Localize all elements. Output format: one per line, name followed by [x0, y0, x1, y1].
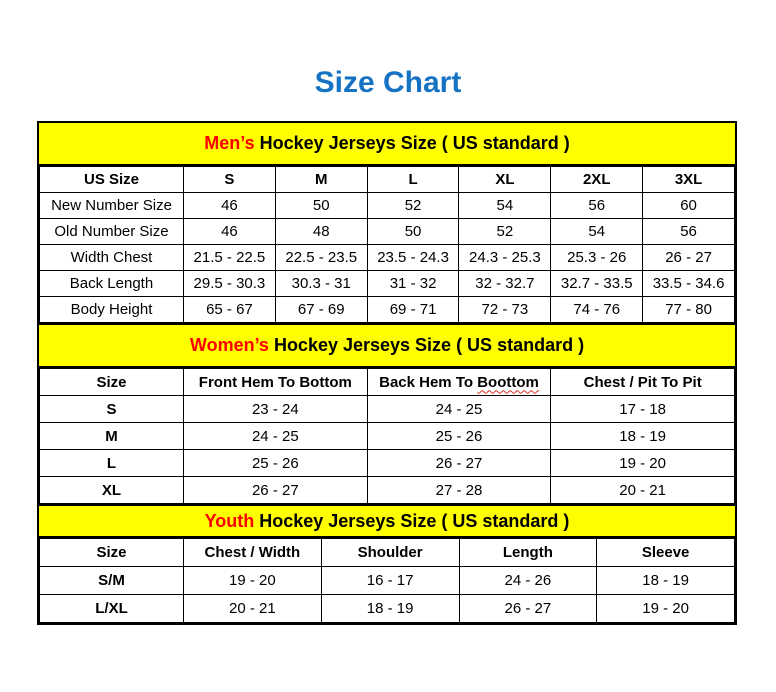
section-title-youth: Hockey Jerseys Size ( US standard ) [254, 511, 570, 531]
value-cell: 46 [184, 193, 276, 219]
value-cell: 46 [184, 219, 276, 245]
column-header: 3XL [643, 167, 735, 193]
column-header: M [275, 167, 367, 193]
value-cell: 24.3 - 25.3 [459, 245, 551, 271]
value-cell: 29.5 - 30.3 [184, 271, 276, 297]
section-header-mens [39, 123, 735, 166]
table-row [40, 297, 735, 323]
column-header: Sleeve [597, 539, 735, 567]
column-header: XL [459, 167, 551, 193]
value-cell: 30.3 - 31 [275, 271, 367, 297]
womens-header-row [40, 369, 735, 396]
misspelled-word: Boottom [477, 373, 539, 391]
column-header: Shoulder [321, 539, 459, 567]
table-row [40, 193, 735, 219]
value-cell: 20 - 21 [551, 477, 735, 504]
row-label: Old Number Size [40, 219, 184, 245]
column-header: Size [40, 539, 184, 567]
table-row [40, 219, 735, 245]
value-cell: 48 [275, 219, 367, 245]
value-cell: 26 - 27 [459, 595, 597, 623]
value-cell: 32.7 - 33.5 [551, 271, 643, 297]
value-cell: 67 - 69 [275, 297, 367, 323]
womens-size-table [39, 368, 735, 504]
row-label: L/XL [40, 595, 184, 623]
value-cell: 19 - 20 [597, 595, 735, 623]
section-header-youth [39, 504, 735, 538]
value-cell: 27 - 28 [367, 477, 551, 504]
value-cell: 52 [459, 219, 551, 245]
table-row [40, 271, 735, 297]
value-cell: 18 - 19 [321, 595, 459, 623]
value-cell: 16 - 17 [321, 567, 459, 595]
section-highlight-womens: Women’s [189, 335, 269, 355]
value-cell: 23.5 - 24.3 [367, 245, 459, 271]
column-header: Chest / Width [184, 539, 322, 567]
value-cell: 25 - 26 [184, 450, 368, 477]
row-label: L [40, 450, 184, 477]
value-cell: 50 [275, 193, 367, 219]
column-header: S [184, 167, 276, 193]
youth-size-table [39, 538, 735, 623]
column-header: Length [459, 539, 597, 567]
value-cell: 18 - 19 [551, 423, 735, 450]
value-cell: 19 - 20 [551, 450, 735, 477]
table-row [40, 567, 735, 595]
value-cell: 26 - 27 [184, 477, 368, 504]
page-title: Size Chart [314, 66, 462, 99]
table-row [40, 396, 735, 423]
value-cell: 72 - 73 [459, 297, 551, 323]
value-cell: 23 - 24 [184, 396, 368, 423]
column-header: US Size [40, 167, 184, 193]
row-label: Body Height [40, 297, 184, 323]
row-label: New Number Size [40, 193, 184, 219]
section-highlight-youth: Youth [204, 511, 255, 531]
column-header: L [367, 167, 459, 193]
value-cell: 17 - 18 [551, 396, 735, 423]
value-cell: 20 - 21 [184, 595, 322, 623]
value-cell: 52 [367, 193, 459, 219]
row-label: Width Chest [40, 245, 184, 271]
table-row [40, 477, 735, 504]
table-row [40, 595, 735, 623]
value-cell: 33.5 - 34.6 [643, 271, 735, 297]
value-cell: 24 - 26 [459, 567, 597, 595]
row-label: Back Length [40, 271, 184, 297]
table-row [40, 245, 735, 271]
table-row [40, 423, 735, 450]
value-cell: 26 - 27 [643, 245, 735, 271]
value-cell: 22.5 - 23.5 [275, 245, 367, 271]
column-header [367, 369, 551, 396]
youth-header-row [40, 539, 735, 567]
column-header: Size [40, 369, 184, 396]
value-cell: 25 - 26 [367, 423, 551, 450]
value-cell: 25.3 - 26 [551, 245, 643, 271]
section-title-womens: Hockey Jerseys Size ( US standard ) [268, 335, 585, 355]
value-cell: 18 - 19 [597, 567, 735, 595]
row-label: XL [40, 477, 184, 504]
section-title-mens: Hockey Jerseys Size ( US standard ) [254, 133, 570, 153]
value-cell: 24 - 25 [184, 423, 368, 450]
mens-size-table [39, 166, 735, 323]
value-cell: 24 - 25 [367, 396, 551, 423]
value-cell: 56 [643, 219, 735, 245]
value-cell: 21.5 - 22.5 [184, 245, 276, 271]
size-chart [37, 121, 737, 625]
column-header: 2XL [551, 167, 643, 193]
section-header-womens [39, 323, 735, 368]
table-row [40, 450, 735, 477]
value-cell: 56 [551, 193, 643, 219]
row-label: S/M [40, 567, 184, 595]
value-cell: 31 - 32 [367, 271, 459, 297]
section-highlight-mens: Men’s [204, 133, 255, 153]
value-cell: 69 - 71 [367, 297, 459, 323]
value-cell: 32 - 32.7 [459, 271, 551, 297]
column-header-text: Back Hem To [379, 373, 478, 391]
row-label: M [40, 423, 184, 450]
column-header: Chest / Pit To Pit [551, 369, 735, 396]
mens-header-row [40, 167, 735, 193]
value-cell: 74 - 76 [551, 297, 643, 323]
value-cell: 19 - 20 [184, 567, 322, 595]
value-cell: 77 - 80 [643, 297, 735, 323]
value-cell: 65 - 67 [184, 297, 276, 323]
row-label: S [40, 396, 184, 423]
value-cell: 54 [459, 193, 551, 219]
value-cell: 26 - 27 [367, 450, 551, 477]
value-cell: 60 [643, 193, 735, 219]
column-header: Front Hem To Bottom [184, 369, 368, 396]
value-cell: 54 [551, 219, 643, 245]
value-cell: 50 [367, 219, 459, 245]
